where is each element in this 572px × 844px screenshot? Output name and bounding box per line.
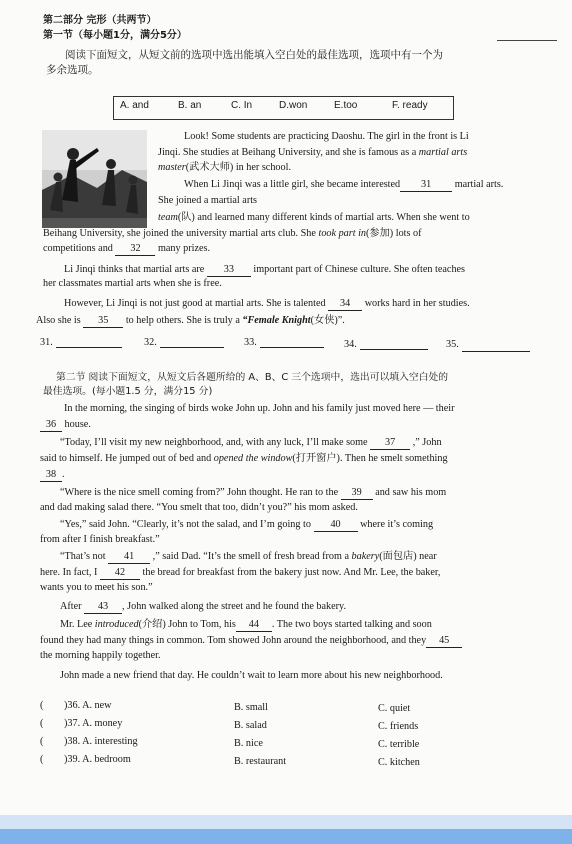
answer-33-label: 33.	[244, 337, 257, 348]
p2-line4: said to himself. He jumped out of bed and opened the window(打开窗户). Then he smelt something	[40, 453, 448, 464]
answer-34-label: 34.	[344, 339, 357, 350]
blank-40[interactable]: 40	[314, 518, 358, 532]
part-title: 第二部分 完形（共两节）	[43, 15, 157, 26]
answer-31-line[interactable]	[56, 347, 122, 348]
p2-line9: from after I finish breakfast.”	[40, 534, 160, 545]
p1-line7: Beihang University, she joined the university martial arts club. She took part in(参加) lots of	[43, 228, 422, 239]
q37-option-b: B. salad	[234, 720, 267, 731]
p2-line10: “That’s not 41 ,” said Dad. “It’s the smell of fresh bread from a bakery(面包店) near	[60, 551, 437, 562]
p1-line6: team(队) and learned many different kinds of martial arts. When she went to	[158, 212, 470, 223]
p2-line2: 36 house.	[40, 418, 91, 432]
martial-arts-photo	[42, 130, 147, 228]
blank-45[interactable]: 45	[426, 634, 462, 648]
q36-paren[interactable]: (	[40, 700, 44, 711]
answer-31-label: 31.	[40, 337, 53, 348]
option-e: E.too	[334, 100, 358, 111]
answer-32-label: 32.	[144, 337, 157, 348]
header-rule	[497, 40, 557, 41]
blank-41[interactable]: 41	[108, 550, 150, 564]
q36-option-c: C. quiet	[378, 703, 411, 714]
q39-option-c: C. kitchen	[378, 757, 420, 768]
blank-34[interactable]: 34	[328, 297, 362, 311]
p2-line14: Mr. Lee introduced(介绍) John to Tom, his 44 . The two boys started talking and soon	[60, 619, 432, 630]
viewer-bottom-strip	[0, 829, 572, 844]
p1-line2: Jinqi. She studies at Beihang University, and she is famous as a martial arts	[158, 147, 468, 158]
q38-option-c: C. terrible	[378, 739, 420, 750]
q36-option-a: )36. A. new	[64, 700, 112, 711]
q39-option-a: )39. A. bedroom	[64, 754, 131, 765]
blank-36[interactable]: 36	[40, 418, 62, 432]
option-b: B. an	[178, 100, 202, 111]
p2-line11: here. In fact, I 42 the bread for breakfast from the bakery just now. And Mr. Lee, the baker,	[40, 567, 441, 578]
blank-35[interactable]: 35	[83, 314, 123, 328]
q37-option-c: C. friends	[378, 721, 419, 732]
blank-39[interactable]: 39	[341, 486, 373, 500]
p1-line10: her classmates martial arts when she is free.	[43, 278, 222, 289]
p1-line4: When Li Jinqi was a little girl, she became interested 31 martial arts.	[184, 179, 504, 190]
p2-line1: In the morning, the singing of birds woke John up. John and his family just moved here — their	[64, 403, 455, 414]
p1-line12: Also she is 35 to help others. She is truly a “Female Knight(女侠)”.	[36, 315, 345, 326]
p2-line13: After 43 , John walked along the street and he found the bakery.	[60, 601, 347, 612]
p2-line17: John made a new friend that day. He couldn’t wait to learn more about his new neighborhood.	[60, 670, 443, 681]
instructions-line2: 多余选项。	[46, 64, 99, 76]
p1-line9: Li Jinqi thinks that martial arts are 33 important part of Chinese culture. She often teaches	[64, 264, 466, 275]
q37-paren[interactable]: (	[40, 718, 44, 729]
section1-header: 第一节（每小题1分，满分5分）	[43, 30, 187, 41]
blank-33[interactable]: 33	[207, 263, 251, 277]
answer-33-line[interactable]	[260, 347, 324, 348]
blank-32[interactable]: 32	[115, 242, 155, 256]
p2-line12: wants you to meet his son.”	[40, 582, 153, 593]
q39-option-b: B. restaurant	[234, 756, 287, 767]
blank-42[interactable]: 42	[100, 566, 140, 580]
section2-line1: 第二节 阅读下面短文，从短文后各题所给的 A、B、C 三个选项中，选出可以填入空白处的	[56, 372, 449, 383]
answer-35-label: 35.	[446, 339, 459, 350]
blank-43[interactable]: 43	[84, 600, 122, 614]
p1-line1: Look! Some students are practicing Daoshu. The girl in the front is Li	[184, 131, 469, 142]
p1-line8: competitions and 32 many prizes.	[43, 243, 211, 254]
blank-37[interactable]: 37	[370, 436, 410, 450]
p2-line16: the morning happily together.	[40, 650, 161, 661]
p2-line15: found they had many things in common. Tom showed John around the neighborhood, and they 45	[40, 634, 462, 648]
blank-38[interactable]: 38	[40, 468, 62, 482]
blank-31[interactable]: 31	[400, 178, 452, 192]
instructions-line1: 阅读下面短文，从短文前的选项中选出能填入空白处的最佳选项，选项中有一个为	[65, 49, 443, 61]
section2-line2: 最佳选项。(每小题1.5 分，满分15 分)	[43, 386, 213, 397]
p2-line8: “Yes,” said John. “Clearly, it’s not the salad, and I’m going to 40 where it’s coming	[60, 519, 434, 530]
option-c: C. In	[231, 100, 253, 111]
q38-paren[interactable]: (	[40, 736, 44, 747]
p2-line5: 38 .	[40, 468, 65, 482]
q39-paren[interactable]: (	[40, 754, 44, 765]
option-f: F. ready	[392, 100, 428, 111]
q38-option-a: )38. A. interesting	[64, 736, 138, 747]
p2-line7: and dad making salad there. “You smelt that too, didn’t you?” his mom asked.	[40, 502, 358, 513]
answer-35-line[interactable]	[462, 351, 530, 352]
answer-34-line[interactable]	[360, 349, 428, 350]
p1-line3: master(武术大师) in her school.	[158, 162, 291, 173]
p2-line3: “Today, I’ll visit my new neighborhood, and, with any luck, I’ll make some 37 ,” John	[60, 437, 442, 448]
q36-option-b: B. small	[234, 702, 268, 713]
q38-option-b: B. nice	[234, 738, 263, 749]
answer-32-line[interactable]	[160, 347, 224, 348]
option-a: A. and	[120, 100, 149, 111]
q37-option-a: )37. A. money	[64, 718, 123, 729]
p2-line6: “Where is the nice smell coming from?” John thought. He ran to the 39 and saw his mom	[60, 487, 447, 498]
option-d: D.won	[279, 100, 308, 111]
p1-line5: She joined a martial arts	[158, 195, 258, 206]
blank-44[interactable]: 44	[236, 618, 272, 632]
p1-line11: However, Li Jinqi is not just good at martial arts. She is talented 34 works hard in her studies.	[64, 298, 470, 309]
